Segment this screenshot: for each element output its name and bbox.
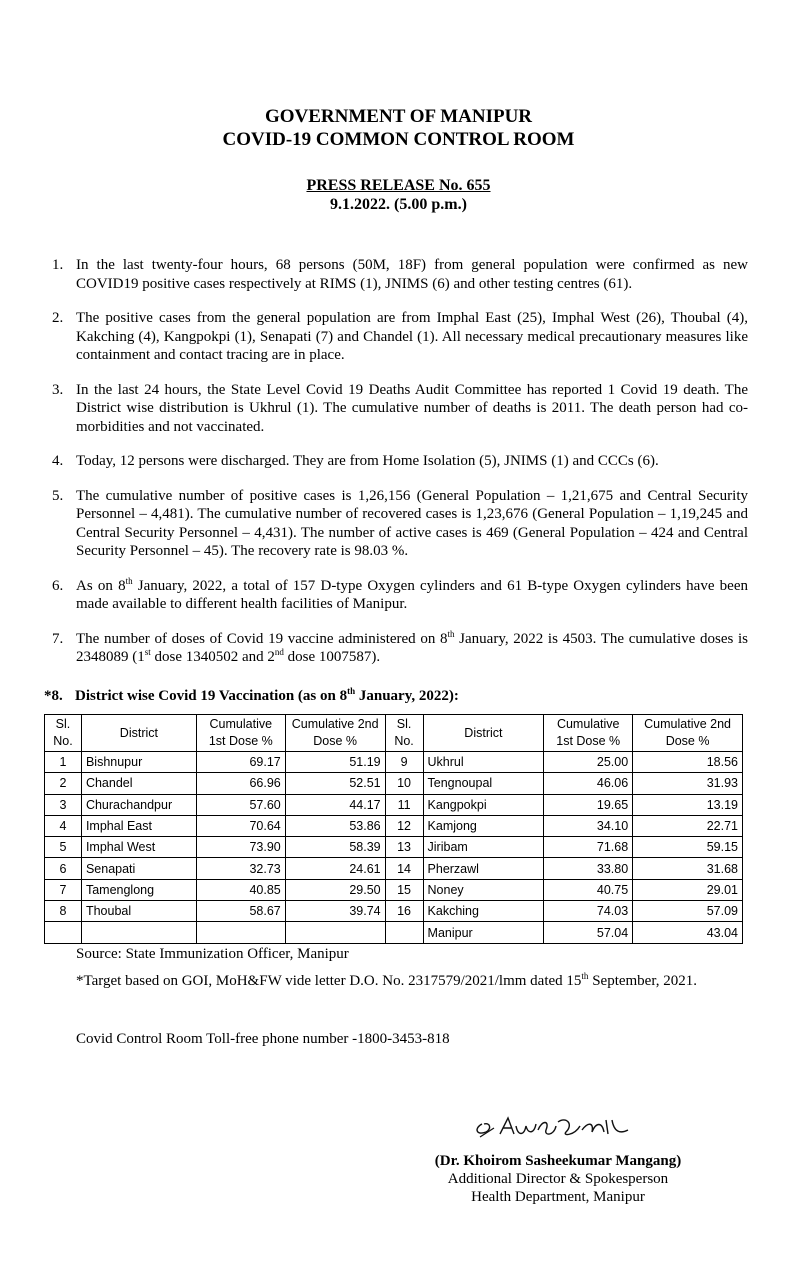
table-row <box>45 794 743 815</box>
tollfree-number: Covid Control Room Toll-free phone number -1800-3453-818 <box>76 1031 450 1047</box>
table-cell: 6 <box>45 858 82 879</box>
table-cell: 4 <box>45 815 82 836</box>
table-cell: 33.80 <box>544 858 633 879</box>
list-item <box>52 381 748 437</box>
item-text: The cumulative number of positive cases is 1,26,156 (General Population – 1,21,675 and Central Security Personnel – 4,481). The cumulative number of recovered cases is 1,23,676 (General Population – 1,19,245 and Central Security Personnel – 4,431). The number of active cases is 469 (General Population – 424 and Central Security Personnel – 45). The recovery rate is 98.03 %. <box>76 487 748 559</box>
table-cell: Noney <box>423 879 544 900</box>
table-row <box>45 858 743 879</box>
item-number: 3. <box>52 381 64 398</box>
table-row <box>45 837 743 858</box>
table-cell: 8 <box>45 901 82 922</box>
signatory-name: (Dr. Khoirom Sasheekumar Mangang) <box>434 1153 682 1169</box>
col-second-dose: Cumulative 2nd Dose % <box>633 715 743 752</box>
table-cell: 29.50 <box>285 879 385 900</box>
table-cell: 15 <box>385 879 423 900</box>
table-cell: 2 <box>45 773 82 794</box>
list-item <box>52 487 748 561</box>
item-number: 5. <box>52 487 64 504</box>
table-cell <box>81 922 196 943</box>
col-second-dose: Cumulative 2nd Dose % <box>285 715 385 752</box>
table-cell: 70.64 <box>196 815 285 836</box>
table-cell: 52.51 <box>285 773 385 794</box>
list-item <box>52 452 748 471</box>
table-cell: Senapati <box>81 858 196 879</box>
table-cell: 18.56 <box>633 752 743 773</box>
table-cell: 44.17 <box>285 794 385 815</box>
table-row <box>45 922 743 943</box>
table-cell: 1 <box>45 752 82 773</box>
table-cell: 57.60 <box>196 794 285 815</box>
table-cell: Tamenglong <box>81 879 196 900</box>
list-item <box>52 309 748 365</box>
list-item <box>52 577 748 614</box>
table-cell: Jiribam <box>423 837 544 858</box>
col-sl-no: Sl. No. <box>45 715 82 752</box>
table-row <box>45 901 743 922</box>
table-cell: 39.74 <box>285 901 385 922</box>
table-row <box>45 815 743 836</box>
table-cell: 57.04 <box>544 922 633 943</box>
table-cell: Churachandpur <box>81 794 196 815</box>
list-item <box>52 256 748 293</box>
table-cell: 31.93 <box>633 773 743 794</box>
col-district: District <box>423 715 544 752</box>
table-cell: Imphal West <box>81 837 196 858</box>
table-cell: 34.10 <box>544 815 633 836</box>
table-cell: 12 <box>385 815 423 836</box>
table-cell: Tengnoupal <box>423 773 544 794</box>
table-cell: 32.73 <box>196 858 285 879</box>
table-cell: 22.71 <box>633 815 743 836</box>
item-text: The number of doses of Covid 19 vaccine administered on 8th January, 2022 is 4503. The cumulative doses is 2348089 (1st dose 1340502 and 2nd dose 1007587). <box>76 628 748 665</box>
table-cell: Bishnupur <box>81 752 196 773</box>
numbered-list <box>52 256 748 683</box>
press-release-number: PRESS RELEASE No. 655 <box>306 177 491 194</box>
item-text: As on 8th January, 2022, a total of 157 D-type Oxygen cylinders and 61 B-type Oxygen cylinders have been made available to different health facilities of Manipur. <box>76 575 749 612</box>
table-row <box>45 879 743 900</box>
table-cell: 11 <box>385 794 423 815</box>
table-cell: 13 <box>385 837 423 858</box>
table-cell: 29.01 <box>633 879 743 900</box>
table-cell: 31.68 <box>633 858 743 879</box>
item-number: 1. <box>52 257 64 273</box>
table-cell <box>385 922 423 943</box>
table-cell: 40.85 <box>196 879 285 900</box>
signatory-block <box>418 1152 698 1206</box>
table-cell: 66.96 <box>196 773 285 794</box>
source-note: Source: State Immunization Officer, Manipur <box>76 946 349 962</box>
table-cell: 3 <box>45 794 82 815</box>
government-heading: GOVERNMENT OF MANIPUR <box>264 106 533 127</box>
table-cell: Pherzawl <box>423 858 544 879</box>
item-number: 2. <box>52 310 64 326</box>
table-row <box>45 773 743 794</box>
vaccination-table <box>44 714 743 944</box>
table-cell: 7 <box>45 879 82 900</box>
control-room-heading: COVID-19 COMMON CONTROL ROOM <box>222 129 575 150</box>
col-sl-no: Sl. No. <box>385 715 423 752</box>
table-header-row <box>45 715 743 752</box>
table-cell <box>196 922 285 943</box>
table-cell: 19.65 <box>544 794 633 815</box>
target-note: *Target based on GOI, MoH&FW vide letter D.O. No. 2317579/2021/lmm dated 15th September, 2021. <box>76 971 697 989</box>
table-cell: 53.86 <box>285 815 385 836</box>
table-cell: 16 <box>385 901 423 922</box>
table-cell: Kamjong <box>423 815 544 836</box>
col-district: District <box>81 715 196 752</box>
table-cell: 46.06 <box>544 773 633 794</box>
table-cell <box>285 922 385 943</box>
item-number: 4. <box>52 453 64 469</box>
signature-image <box>470 1110 640 1142</box>
item-number: 7. <box>52 630 64 647</box>
table-row <box>45 752 743 773</box>
table-cell: 69.17 <box>196 752 285 773</box>
table-cell: Manipur <box>423 922 544 943</box>
table-cell: 40.75 <box>544 879 633 900</box>
table-cell: 59.15 <box>633 837 743 858</box>
table-body <box>45 752 743 944</box>
press-release-date: 9.1.2022. (5.00 p.m.) <box>330 196 467 213</box>
table-cell: 57.09 <box>633 901 743 922</box>
item-text: Today, 12 persons were discharged. They are from Home Isolation (5), JNIMS (1) and CCCs (6). <box>76 453 659 469</box>
table-cell: 71.68 <box>544 837 633 858</box>
col-first-dose: Cumulative 1st Dose % <box>196 715 285 752</box>
table-cell: 25.00 <box>544 752 633 773</box>
table-cell: Thoubal <box>81 901 196 922</box>
item-text: In the last twenty-four hours, 68 persons (50M, 18F) from general population were confirmed as new COVID19 positive cases respectively at RIMS (1), JNIMS (6) and other testing centres (61). <box>76 257 748 292</box>
table-cell: Kangpokpi <box>423 794 544 815</box>
table-cell: 24.61 <box>285 858 385 879</box>
table-cell: Imphal East <box>81 815 196 836</box>
item-text: In the last 24 hours, the State Level Covid 19 Deaths Audit Committee has reported 1 Covid 19 death. The District wise distribution is Ukhrul (1). The cumulative number of deaths is 2011. The death person had co-morbidities and not vaccinated. <box>76 381 748 435</box>
table-cell: 43.04 <box>633 922 743 943</box>
item-number: 6. <box>52 577 64 594</box>
table-cell: Chandel <box>81 773 196 794</box>
vaccination-table-title: *8. District wise Covid 19 Vaccination (as on 8th January, 2022): <box>44 686 459 704</box>
table-cell: 9 <box>385 752 423 773</box>
table-cell: 73.90 <box>196 837 285 858</box>
table-cell: Ukhrul <box>423 752 544 773</box>
list-item <box>52 630 748 667</box>
item-text: The positive cases from the general population are from Imphal East (25), Imphal West (26), Thoubal (4), Kakching (4), Kangpokpi (1), Senapati (7) and Chandel (1). All necessary medical precautionary measures like containment and contact tracing are in place. <box>76 310 748 363</box>
signatory-title: Additional Director & Spokesperson <box>447 1171 669 1187</box>
table-cell: 14 <box>385 858 423 879</box>
table-cell: 5 <box>45 837 82 858</box>
col-first-dose: Cumulative 1st Dose % <box>544 715 633 752</box>
table-cell: 51.19 <box>285 752 385 773</box>
table-cell <box>45 922 82 943</box>
table-cell: 58.39 <box>285 837 385 858</box>
table-cell: 13.19 <box>633 794 743 815</box>
table-cell: Kakching <box>423 901 544 922</box>
table-cell: 10 <box>385 773 423 794</box>
signatory-department: Health Department, Manipur <box>471 1189 645 1205</box>
table-cell: 74.03 <box>544 901 633 922</box>
table-cell: 58.67 <box>196 901 285 922</box>
